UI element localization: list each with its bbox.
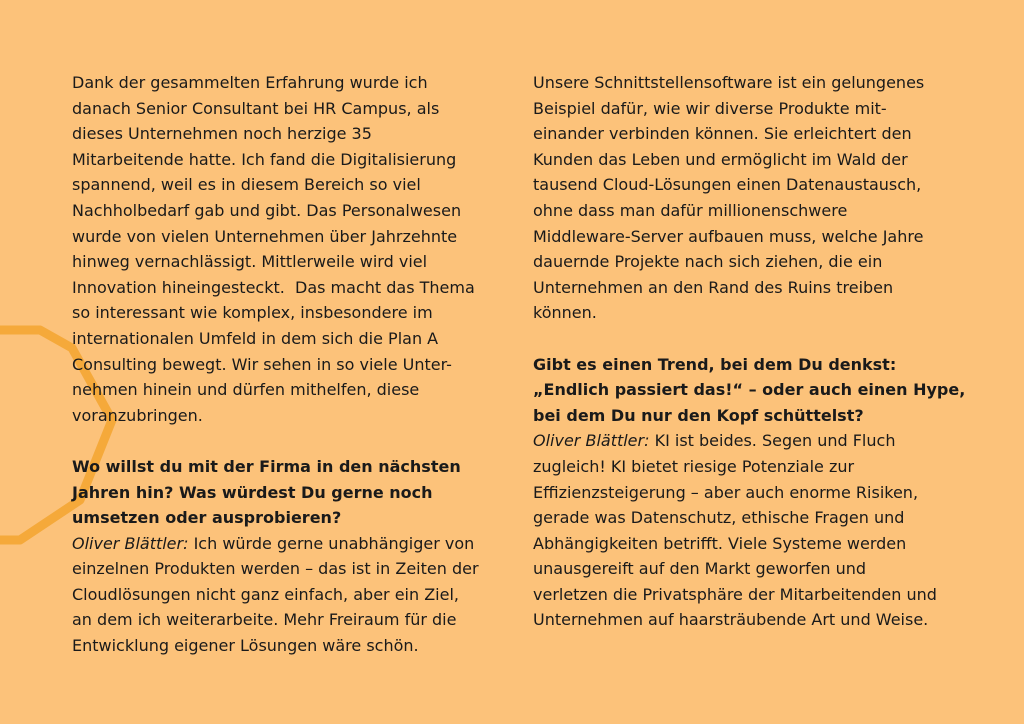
text-line: Middleware-Server aufbauen muss, welche Jahre xyxy=(533,226,924,246)
left-question-heading xyxy=(72,454,512,531)
text-line: einzelnen Produkten werden – das ist in Zeiten der xyxy=(72,559,479,579)
question-line: Jahren hin? Was würdest Du gerne noch xyxy=(72,482,433,502)
question-line: bei dem Du nur den Kopf schüttelst? xyxy=(533,405,864,425)
paragraph-spacer xyxy=(72,428,512,454)
text-line: tausend Cloud-Lösungen einen Datenaustausch, xyxy=(533,175,922,195)
text-line: unausgereift auf den Markt geworfen und xyxy=(533,559,867,579)
text-line: verletzen die Privatsphäre der Mitarbeitenden und xyxy=(533,584,937,604)
question-line: Wo willst du mit der Firma in den nächsten xyxy=(72,456,461,476)
text-line: zugleich! KI bietet riesige Potenziale zur xyxy=(533,456,855,476)
text-line: gerade was Datenschutz, ethische Fragen und xyxy=(533,508,905,528)
right-column xyxy=(533,70,973,633)
left-column xyxy=(72,70,512,659)
text-line: so interessant wie komplex, insbesondere im xyxy=(72,303,433,323)
text-line: einander verbinden können. Sie erleichtert den xyxy=(533,124,912,144)
text-line: voranzubringen. xyxy=(72,405,203,425)
left-answer-paragraph xyxy=(72,531,512,659)
text-line: Dank der gesammelten Erfahrung wurde ich xyxy=(72,73,428,92)
text-line: Beispiel dafür, wie wir diverse Produkte mit- xyxy=(533,98,887,118)
text-line: Kunden das Leben und ermöglicht im Wald der xyxy=(533,149,908,169)
speaker-name: Oliver Blättler: xyxy=(72,533,189,553)
text-line: Unternehmen auf haarsträubende Art und Weise. xyxy=(533,610,929,630)
speaker-name: Oliver Blättler: xyxy=(533,431,650,451)
answer-first-line xyxy=(72,531,512,557)
text-line: Consulting bewegt. Wir sehen in so viele Unter- xyxy=(72,354,452,374)
question-line: Gibt es einen Trend, bei dem Du denkst: xyxy=(533,354,897,374)
question-line: umsetzen oder ausprobieren? xyxy=(72,508,342,528)
left-intro-paragraph xyxy=(72,70,512,428)
text-line: Nachholbedarf gab und gibt. Das Personalwesen xyxy=(72,200,462,220)
text-line: ohne dass man dafür millionenschwere xyxy=(533,200,848,220)
text-line: nehmen hinein und dürfen mithelfen, diese xyxy=(72,380,420,400)
text-line: Abhängigkeiten betrifft. Viele Systeme werden xyxy=(533,533,907,553)
text-line: Unternehmen an den Rand des Ruins treiben xyxy=(533,277,894,297)
text-line: dauernde Projekte nach sich ziehen, die ein xyxy=(533,252,883,272)
answer-text: Ich würde gerne unabhängiger von xyxy=(188,533,475,553)
text-line: an dem ich weiterarbeite. Mehr Freiraum für die xyxy=(72,610,457,630)
text-line: dieses Unternehmen noch herzige 35 xyxy=(72,124,372,144)
right-intro-paragraph xyxy=(533,70,973,326)
text-line: spannend, weil es in diesem Bereich so viel xyxy=(72,175,421,195)
text-line: Entwicklung eigener Lösungen wäre schön. xyxy=(72,636,419,656)
text-line: Mitarbeitende hatte. Ich fand die Digitalisierung xyxy=(72,149,457,169)
text-line: Effizienzsteigerung – aber auch enorme Risiken, xyxy=(533,482,919,502)
text-line: Cloudlösungen nicht ganz einfach, aber ein Ziel, xyxy=(72,584,459,604)
right-question-heading xyxy=(533,352,973,429)
text-line: danach Senior Consultant bei HR Campus, als xyxy=(72,98,440,118)
question-line: „Endlich passiert das!“ – oder auch einen Hype, xyxy=(533,380,966,400)
text-line: Unsere Schnittstellensoftware ist ein gelungenes xyxy=(533,73,925,92)
text-line: wurde von vielen Unternehmen über Jahrzehnte xyxy=(72,226,458,246)
text-line: internationalen Umfeld in dem sich die Plan A xyxy=(72,328,439,348)
text-line: Innovation hineingesteckt. Das macht das Thema xyxy=(72,277,475,297)
text-line: können. xyxy=(533,303,597,323)
paragraph-spacer xyxy=(533,326,973,352)
right-answer-paragraph xyxy=(533,428,973,633)
answer-text: KI ist beides. Segen und Fluch xyxy=(649,431,896,451)
text-line: hinweg vernachlässigt. Mittlerweile wird viel xyxy=(72,252,428,272)
answer-first-line xyxy=(533,428,973,454)
